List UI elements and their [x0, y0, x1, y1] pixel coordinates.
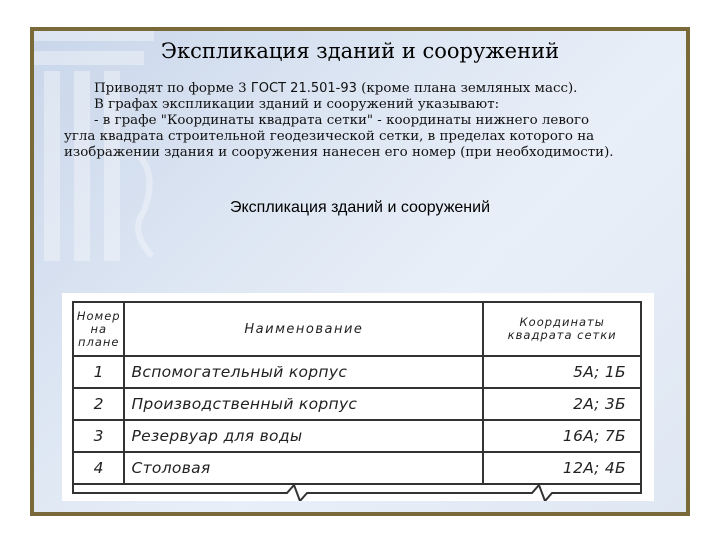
paragraph-coord-line3: изображении здания и сооружения нанесен его номер (при необходимости). [64, 145, 614, 160]
header-number-line1: Номер [76, 308, 121, 323]
row-name: Производственный корпус [124, 388, 483, 420]
row-name: Резервуар для воды [124, 420, 483, 452]
row-number: 3 [73, 420, 124, 452]
table-image-panel [62, 293, 654, 501]
row-number: 2 [73, 388, 124, 420]
slide-frame [30, 27, 690, 516]
header-number-line3: плане [77, 334, 120, 349]
paragraph-form-pre: Приводят по форме 3 [94, 81, 251, 96]
paragraph-form [64, 81, 664, 97]
intro-text [64, 81, 664, 161]
paragraph-form-post: (кроме плана земляных масс). [356, 81, 578, 96]
gost-code: ГОСТ 21.501-93 [250, 81, 357, 96]
row-coord: 16А; 7Б [483, 420, 641, 452]
row-name: Вспомогательный корпус [124, 356, 483, 388]
row-number: 1 [73, 356, 124, 388]
row-coord: 12А; 4Б [483, 452, 641, 484]
row-coord: 2А; 3Б [483, 388, 641, 420]
row-coord: 5А; 1Б [483, 356, 641, 388]
table-caption: Экспликация зданий и сооружений [229, 199, 491, 216]
header-name: Наименование [124, 302, 483, 356]
row-name: Столовая [124, 452, 483, 484]
paragraph-coord-line1: - в графе "Координаты квадрата сетки" - координаты нижнего левого [94, 113, 590, 128]
header-coord-line2: квадрата сетки [507, 328, 617, 342]
header-coord-line1: Координаты [519, 315, 605, 329]
slide-title: Экспликация зданий и сооружений [160, 39, 560, 63]
header-number-line2: на [90, 321, 108, 336]
paragraph-columns: В графах экспликации зданий и сооружений указывают: [94, 97, 500, 112]
paragraph-coord-line2: угла квадрата строительной геодезической сетки, в пределах которого на [64, 129, 595, 144]
table-break-lines [62, 293, 654, 501]
row-number: 4 [73, 452, 124, 484]
